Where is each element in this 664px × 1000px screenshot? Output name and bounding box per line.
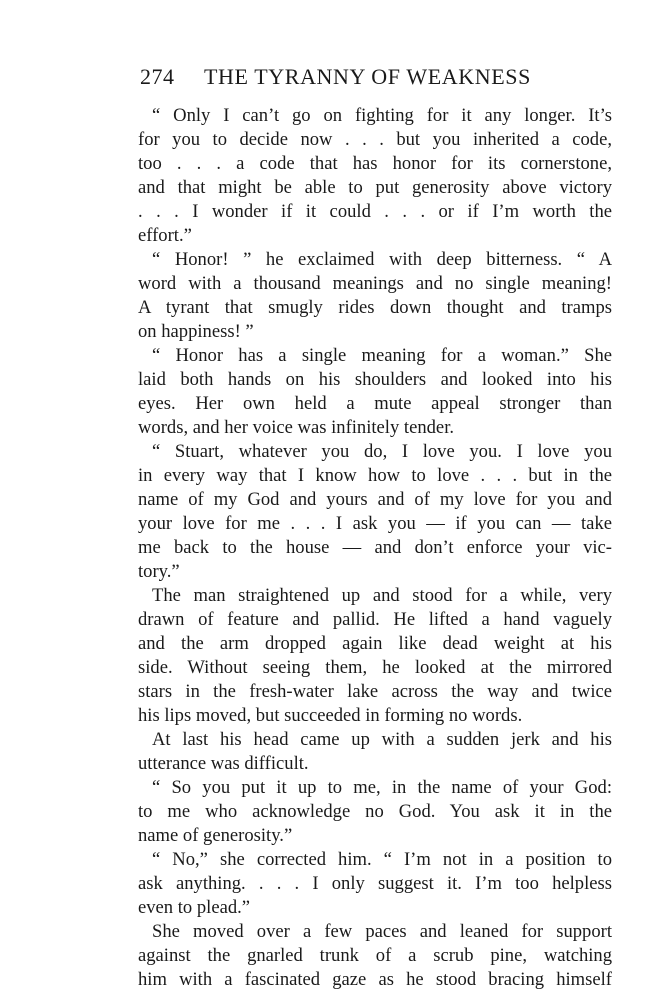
text-line: ask anything. . . . I only suggest it. I’m too helpless: [138, 873, 612, 894]
text-line: for you to decide now . . . but you inherited a code,: [138, 129, 612, 150]
text-line: The man straightened up and stood for a while, very: [152, 585, 612, 606]
text-line: to me who acknowledge no God. You ask it in the: [138, 801, 612, 822]
text-line: eyes. Her own held a mute appeal stronger than: [138, 393, 612, 414]
text-line: too . . . a code that has honor for its cornerstone,: [138, 153, 612, 174]
running-title: THE TYRANNY OF WEAKNESS: [204, 64, 531, 89]
text-line: your love for me . . . I ask you — if you can — take: [138, 513, 612, 534]
text-line: word with a thousand meanings and no single meaning!: [138, 273, 612, 294]
text-line: “ So you put it up to me, in the name of your God:: [152, 777, 612, 798]
text-line: She moved over a few paces and leaned for support: [152, 921, 612, 942]
text-line: in every way that I know how to love . . . but in the: [138, 465, 612, 486]
text-line: him with a fascinated gaze as he stood bracing himself: [138, 969, 612, 990]
text-line: “ Honor! ” he exclaimed with deep bitterness. “ A: [152, 249, 612, 270]
body-text: [138, 104, 612, 992]
text-line: and that might be able to put generosity above victory: [138, 177, 612, 198]
text-line: even to plead.”: [138, 897, 251, 918]
text-line: At last his head came up with a sudden jerk and his: [152, 729, 612, 750]
text-line: A tyrant that smugly rides down thought and tramps: [138, 297, 612, 318]
running-head: [140, 64, 612, 94]
text-line: his lips moved, but succeeded in forming no words.: [138, 705, 523, 726]
text-line: effort.”: [138, 225, 192, 246]
text-line: side. Without seeing them, he looked at the mirrored: [138, 657, 612, 678]
text-line: on happiness! ”: [138, 321, 254, 342]
text-line: name of generosity.”: [138, 825, 293, 846]
text-line: name of my God and yours and of my love for you and: [138, 489, 612, 510]
text-line: stars in the fresh-water lake across the way and twice: [138, 681, 612, 702]
text-line: against the gnarled trunk of a scrub pine, watching: [138, 945, 612, 966]
text-line: and the arm dropped again like dead weight at his: [138, 633, 612, 654]
text-line: “ Only I can’t go on fighting for it any longer. It’s: [152, 105, 612, 126]
text-line: . . . I wonder if it could . . . or if I’m worth the: [138, 201, 612, 222]
text-line: me back to the house — and don’t enforce your vic-: [138, 537, 612, 558]
text-line: “ Honor has a single meaning for a woman.” She: [152, 345, 612, 366]
text-line: laid both hands on his shoulders and looked into his: [138, 369, 612, 390]
text-line: words, and her voice was infinitely tender.: [138, 417, 455, 438]
text-line: drawn of feature and pallid. He lifted a hand vaguely: [138, 609, 612, 630]
text-line: “ Stuart, whatever you do, I love you. I love you: [152, 441, 612, 462]
text-line: “ No,” she corrected him. “ I’m not in a position to: [152, 849, 612, 870]
text-line: tory.”: [138, 561, 180, 582]
text-line: utterance was difficult.: [138, 753, 309, 774]
page-number: 274: [140, 64, 175, 89]
